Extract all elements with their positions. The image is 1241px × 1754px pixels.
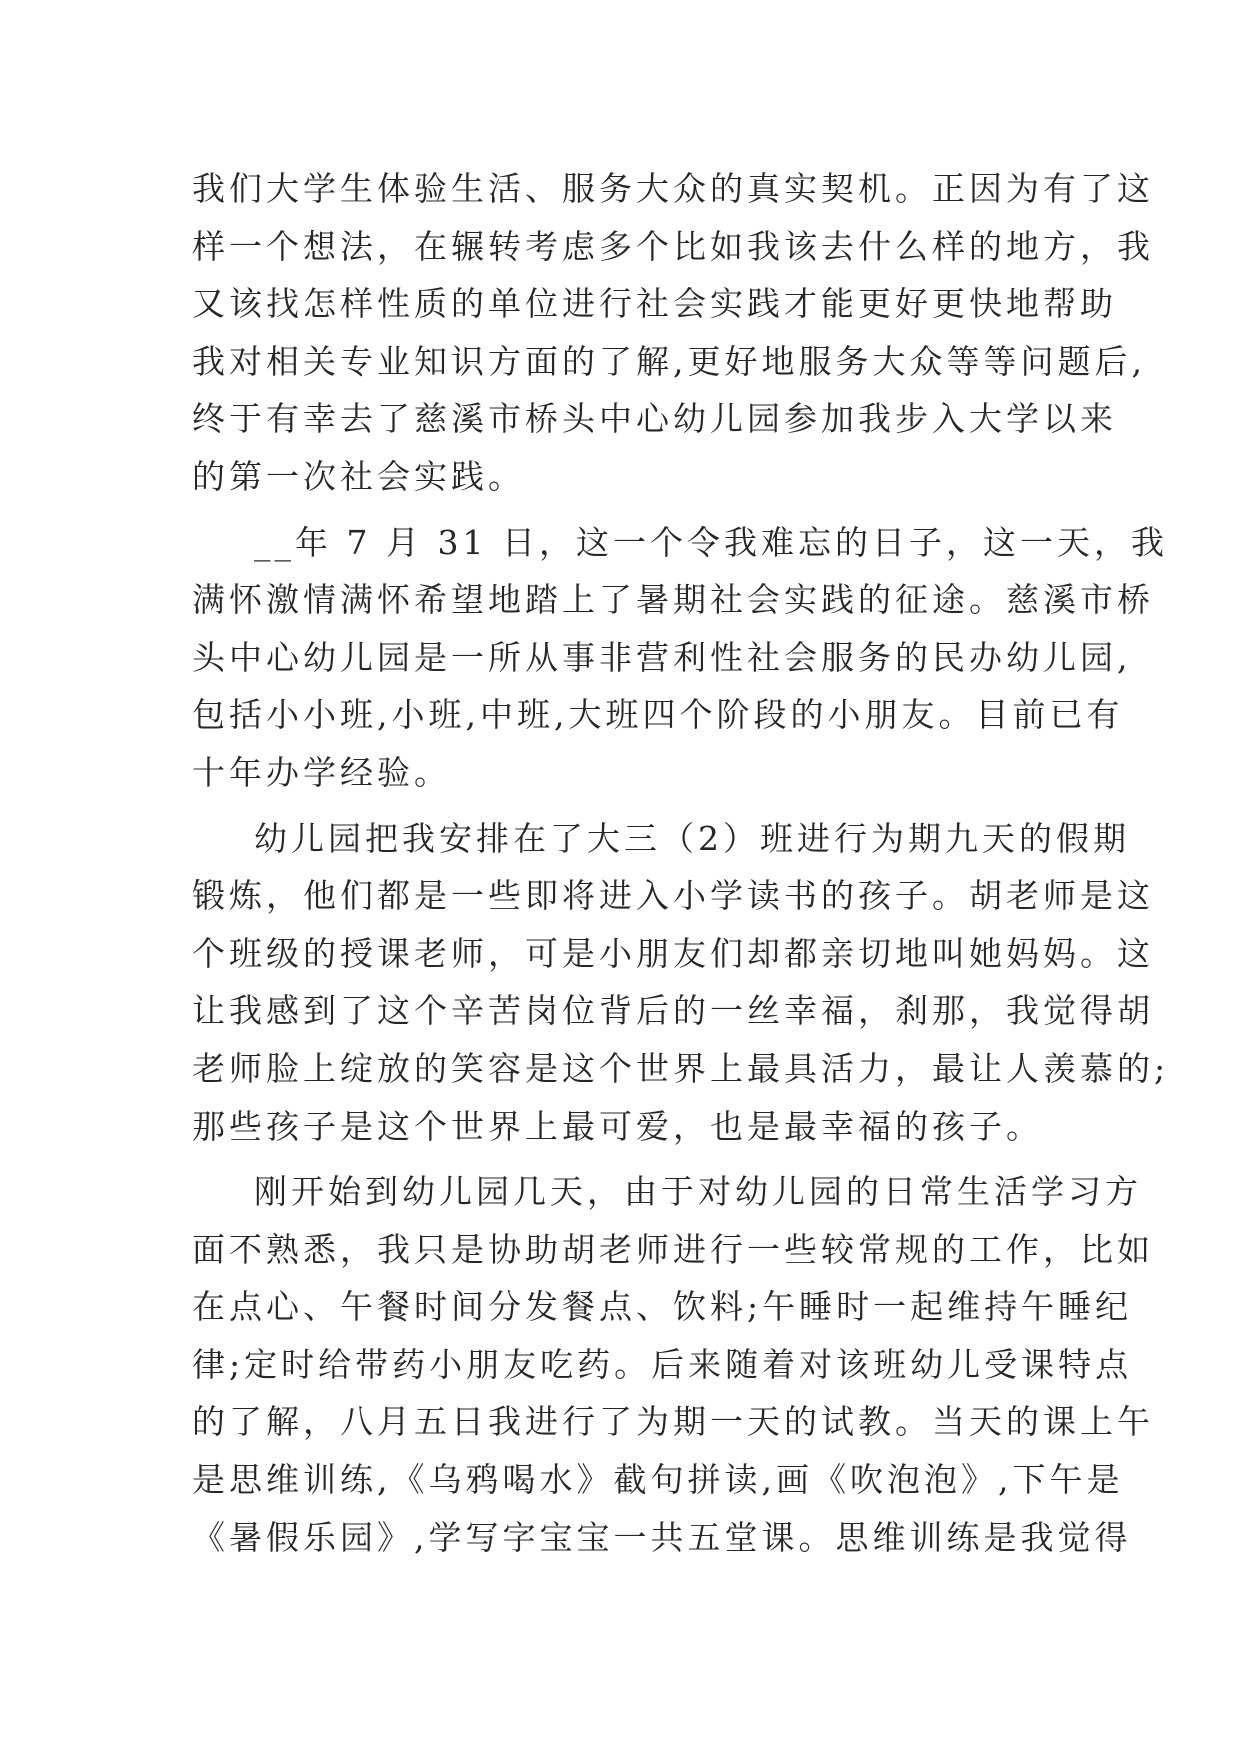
text-line: 包括小小班,小班,中班,大班四个阶段的小朋友。目前已有 xyxy=(192,695,1124,735)
text-line: 又该找怎样性质的单位进行社会实践才能更好更快地帮助 xyxy=(192,284,1117,324)
text-line: 十年办学经验。 xyxy=(192,752,451,792)
paragraph-4 xyxy=(192,1163,1154,1566)
text-line: 刚开始到幼儿园几天，由于对幼儿园的日常生活学习方 xyxy=(254,1172,1142,1212)
text-line: 我对相关专业知识方面的了解,更好地服务大众等等问题后, xyxy=(192,341,1146,381)
text-line: __年 7 月 31 日，这一个令我难忘的日子，这一天，我 xyxy=(254,522,1168,562)
text-line: 锻炼，他们都是一些即将进入小学读书的孩子。胡老师是这 xyxy=(192,876,1154,916)
text-line: 面不熟悉，我只是协助胡老师进行一些较常规的工作，比如 xyxy=(192,1229,1154,1269)
paragraph-gap xyxy=(192,802,1052,810)
text-line: 老师脸上绽放的笑容是这个世界上最具活力，最让人羡慕的; xyxy=(192,1048,1170,1088)
text-line: 样一个想法，在辗转考虑多个比如我该去什么样的地方，我 xyxy=(192,226,1154,266)
text-line: 那些孩子是这个世界上最可爱，也是最幸福的孩子。 xyxy=(192,1106,1043,1146)
paragraph-gap xyxy=(192,1155,1052,1163)
paragraph-gap xyxy=(192,506,1052,514)
text-line: 的了解，八月五日我进行了为期一天的试教。当天的课上午 xyxy=(192,1402,1154,1442)
text-line: 头中心幼儿园是一所从事非营利性社会服务的民办幼儿园, xyxy=(192,637,1132,677)
text-line: 《暑假乐园》,学写字宝宝一共五堂课。思维训练是我觉得 xyxy=(192,1517,1132,1557)
text-line: 让我感到了这个辛苦岗位背后的一丝幸福，刹那，我觉得胡 xyxy=(192,991,1154,1031)
text-line: 律;定时给带药小朋友吃药。后来随着对该班幼儿受课特点 xyxy=(192,1344,1133,1384)
document-body xyxy=(192,160,1170,1566)
text-line: 满怀激情满怀希望地踏上了暑期社会实践的征途。慈溪市桥 xyxy=(192,580,1154,620)
text-line: 我们大学生体验生活、服务大众的真实契机。正因为有了这 xyxy=(192,169,1154,208)
text-line: 个班级的授课老师，可是小朋友们却都亲切地叫她妈妈。这 xyxy=(192,933,1154,973)
text-line: 终于有幸去了慈溪市桥头中心幼儿园参加我步入大学以来 xyxy=(192,399,1117,439)
paragraph-2 xyxy=(192,514,1168,802)
paragraph-1 xyxy=(192,160,1154,506)
text-line: 的第一次社会实践。 xyxy=(192,456,525,496)
text-line: 在点心、午餐时间分发餐点、饮料;午睡时一起维持午睡纪 xyxy=(192,1287,1133,1327)
text-line: 幼儿园把我安排在了大三（2）班进行为期九天的假期 xyxy=(254,818,1130,858)
paragraph-3 xyxy=(192,810,1170,1156)
text-line: 是思维训练,《乌鸦喝水》截句拼读,画《吹泡泡》,下午是 xyxy=(192,1460,1124,1500)
